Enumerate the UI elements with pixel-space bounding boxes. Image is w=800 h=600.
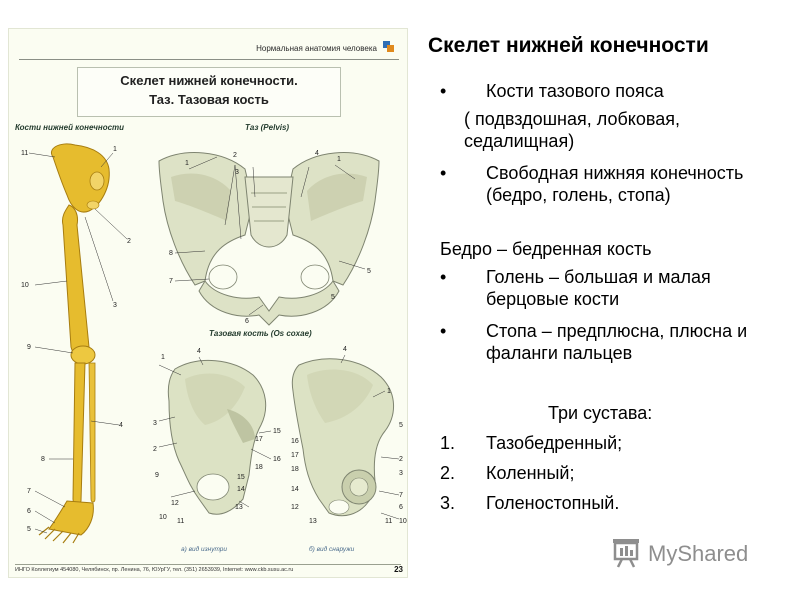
limb-num-4: 4 xyxy=(119,422,123,429)
hip-out-num-4: 4 xyxy=(343,346,347,353)
limb-num-9: 9 xyxy=(27,344,31,351)
bullet-text-free-limb: Свободная нижняя конечность (бедро, голень, стопа) xyxy=(486,163,744,205)
pelvis-num-5b: 5 xyxy=(331,294,335,301)
hip-in-num-1: 1 xyxy=(161,354,165,361)
hip-out-num-18: 18 xyxy=(291,466,299,473)
limb-num-7: 7 xyxy=(27,488,31,495)
bullet-text-foot: Стопа – предплюсна, плюсна и фаланги пальцев xyxy=(486,321,748,363)
hip-out-num-10: 10 xyxy=(399,518,407,525)
limb-num-10: 10 xyxy=(21,282,29,289)
myshared-watermark xyxy=(606,537,776,569)
atlas-title-line2: Таз. Тазовая кость xyxy=(149,92,269,107)
hip-in-num-15: 15 xyxy=(273,428,281,435)
hip-bone-inside-view xyxy=(153,348,281,553)
limb-num-5: 5 xyxy=(27,526,31,533)
hip-in-num-14: 14 xyxy=(237,486,245,493)
hip-out-num-11: 11 xyxy=(385,518,393,525)
hip-in-num-17: 17 xyxy=(255,436,263,443)
hip-out-num-17: 17 xyxy=(291,452,299,459)
hip-in-num-12: 12 xyxy=(171,500,179,507)
hip-in-num-18: 18 xyxy=(255,464,263,471)
hip-in-num-11: 11 xyxy=(177,518,185,525)
atlas-page-image xyxy=(8,28,408,578)
hip-out-num-1: 1 xyxy=(387,388,391,395)
line-thigh-femur: Бедро – бедренная кость xyxy=(440,239,652,259)
pelvis-num-4: 4 xyxy=(315,150,319,157)
hip-out-num-2: 2 xyxy=(399,456,403,463)
lower-limb-skeleton xyxy=(21,144,131,543)
pelvis-num-7: 7 xyxy=(169,278,173,285)
atlas-page-number: 23 xyxy=(394,565,403,574)
joint-number: 2. xyxy=(440,463,456,483)
bullet-marker: • xyxy=(440,321,447,341)
bullet-marker: • xyxy=(440,267,447,287)
joint-ankle: Голеностопный. xyxy=(486,493,620,513)
hip-out-num-5: 5 xyxy=(399,422,403,429)
pelvis-num-5: 5 xyxy=(367,268,371,275)
hip-in-num-15b: 15 xyxy=(237,474,245,481)
hip-out-num-6: 6 xyxy=(399,504,403,511)
pelvis-num-8: 8 xyxy=(169,250,173,257)
hip-out-num-3: 3 xyxy=(399,470,403,477)
atlas-label-hip-bone: Тазовая кость (Os coxae) xyxy=(209,329,312,338)
hip-in-num-10: 10 xyxy=(159,514,167,521)
hip-out-num-14: 14 xyxy=(291,486,299,493)
hip-caption-outside: б) вид снаружи xyxy=(309,546,355,553)
hip-out-num-7: 7 xyxy=(399,492,403,499)
hip-out-num-13: 13 xyxy=(309,518,317,525)
pelvis-num-6: 6 xyxy=(245,318,249,325)
joint-knee: Коленный; xyxy=(486,463,575,483)
bullet-marker: • xyxy=(440,163,447,183)
presentation-board-icon xyxy=(610,537,644,569)
joint-hip: Тазобедренный; xyxy=(486,433,623,453)
limb-num-11: 11 xyxy=(21,150,29,157)
pelvis-num-1b: 1 xyxy=(337,156,341,163)
limb-num-8: 8 xyxy=(41,456,45,463)
slide-title: Скелет нижней конечности xyxy=(428,34,709,57)
atlas-header-text: Нормальная анатомия человека xyxy=(256,44,377,53)
hip-caption-inside: а) вид изнутри xyxy=(181,546,228,553)
atlas-label-pelvis: Таз (Pelvis) xyxy=(245,123,290,132)
limb-num-3: 3 xyxy=(113,302,117,309)
hip-in-num-2: 2 xyxy=(153,446,157,453)
bullet-text-shin: Голень – большая и малая берцовые кости xyxy=(486,267,711,309)
limb-num-2: 2 xyxy=(127,238,131,245)
bullet-marker: • xyxy=(440,81,447,101)
hip-in-num-16: 16 xyxy=(273,456,281,463)
limb-num-1: 1 xyxy=(113,146,117,153)
pelvis-num-3: 3 xyxy=(235,169,239,176)
atlas-footer: ИНГО Коллегиум 454080, Челябинск, пр. Ленина, 76, ЮУрГУ, тел. (351) 2653939, Internet: www.ckb.susu.ac.ru xyxy=(15,564,401,573)
pelvic-bones-list xyxy=(464,108,764,152)
joint-number: 1. xyxy=(440,433,456,453)
hip-out-num-16: 16 xyxy=(291,438,299,445)
pelvis-num-1: 1 xyxy=(185,160,189,167)
hip-in-num-13: 13 xyxy=(235,504,243,511)
hip-in-num-3: 3 xyxy=(153,420,157,427)
joints-heading: Три сустава: xyxy=(548,403,653,423)
atlas-title-line1: Скелет нижней конечности. xyxy=(120,73,298,88)
atlas-label-lower-limb: Кости нижней конечности xyxy=(15,123,125,132)
hip-bone-outside-view xyxy=(291,346,407,553)
bullet-text-pelvic-girdle: Кости тазового пояса xyxy=(486,81,664,101)
joint-number: 3. xyxy=(440,493,456,513)
watermark-text: MyShared xyxy=(648,541,749,566)
atlas-illustrations xyxy=(9,29,407,577)
limb-num-6: 6 xyxy=(27,508,31,515)
hip-in-num-4: 4 xyxy=(197,348,201,355)
pelvis-num-2: 2 xyxy=(233,152,237,159)
pelvis-front-view xyxy=(159,150,379,325)
hip-out-num-12: 12 xyxy=(291,504,299,511)
pelvic-bones-list-text: ( подвздошная, лобковая, седалищная) xyxy=(464,109,680,151)
hip-in-num-9: 9 xyxy=(155,472,159,479)
